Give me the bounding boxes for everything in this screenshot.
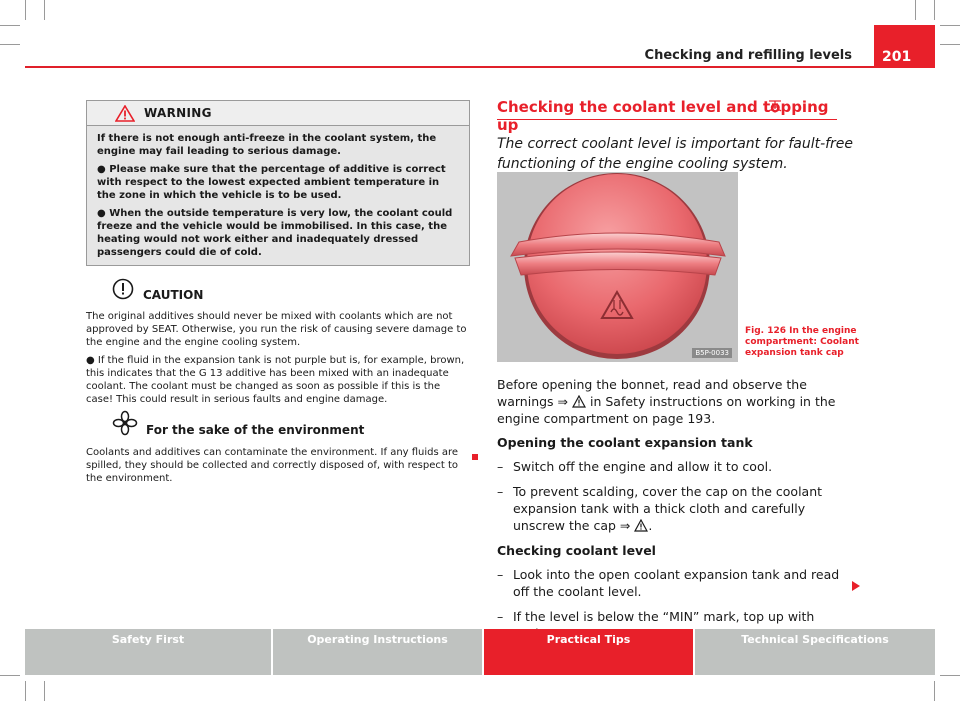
crop-mark [940, 675, 960, 676]
section-title [497, 96, 837, 134]
coolant-cap-figure [497, 172, 738, 362]
environment-header [86, 416, 470, 440]
caution-paragraph: The original additives should never be mixed with coolants which are not approved by SEAT. Otherwise, you run the risk of causing severe damage to the engine and the engine cooling system. [86, 311, 467, 348]
list-dash: – [497, 459, 504, 474]
footer-tab-label: Technical Specifications [741, 633, 889, 646]
footer-tab-label: Safety First [111, 633, 185, 646]
section-intro: The correct coolant level is important for fault-free functioning of the engine cooling system. [497, 136, 854, 172]
warning-triangle-icon [115, 105, 135, 122]
step-text: Switch off the engine and allow it to cool. [513, 459, 773, 474]
environment-flower-icon [112, 410, 138, 436]
environment-heading: For the sake of the environment [146, 423, 365, 437]
footer-tab-label: Operating Instructions [307, 633, 448, 646]
crop-mark [0, 44, 20, 45]
coolant-symbol-icon [767, 98, 783, 114]
list-item [497, 458, 842, 475]
end-of-section-mark [472, 454, 478, 460]
environment-text: Coolants and additives can contaminate the environment. If any fluids are spilled, they should be collected and correctly disposed of, with respect to the environment. [86, 447, 459, 484]
step-text: To prevent scalding, cover the cap on the coolant expansion tank with a thick cloth and carefully unscrew the cap ⇒ [513, 484, 823, 533]
warning-paragraph: If there is not enough anti-freeze in the coolant system, the engine may fail leading to serious damage. [97, 133, 437, 157]
warning-box [86, 100, 470, 266]
footer-tab-technical-specifications[interactable] [695, 629, 935, 675]
left-column [86, 100, 470, 490]
footer-tab-safety-first[interactable] [25, 629, 271, 675]
crop-mark [940, 44, 960, 45]
crop-mark [25, 681, 26, 701]
environment-body [86, 446, 470, 485]
warning-paragraph: ● Please make sure that the percentage of additive is correct with respect to the lowest expected ambient temperature in the zone in which the vehicle is to be used. [97, 164, 446, 201]
crop-mark [915, 0, 916, 20]
caution-body [86, 310, 470, 406]
list-dash: – [497, 567, 504, 582]
crop-mark [0, 675, 20, 676]
page-header-title: Checking and refilling levels [644, 48, 852, 63]
step-text: If the level is below the “MIN” mark, top up with [513, 609, 815, 624]
header-rule [25, 66, 935, 68]
figure-code: B5P-0033 [692, 348, 732, 358]
caution-paragraph: ● If the fluid in the expansion tank is not purple but is, for example, brown, this indicates that the G 13 additive has been mixed with an inadequate coolant. The coolant must be changed as soon as possible if this is the case! This could result in serious faults and engine damage. [86, 355, 465, 405]
caution-heading: CAUTION [143, 288, 204, 302]
warning-triangle-icon [634, 519, 648, 532]
crop-mark [44, 0, 45, 20]
figure-caption: Fig. 126 In the engine compartment: Coolant expansion tank cap [745, 326, 859, 358]
instructions-body [497, 376, 842, 650]
crop-mark [44, 681, 45, 701]
list-item [497, 566, 842, 600]
step-text-end: . [648, 518, 653, 533]
crop-mark [0, 25, 20, 26]
warning-body [87, 126, 469, 265]
footer-tab-practical-tips[interactable] [484, 629, 693, 675]
warning-triangle-icon [572, 395, 586, 408]
warning-paragraph: ● When the outside temperature is very low, the coolant could freeze and the vehicle would be immobilised. In this case, the heating would not work either and inadequately dressed passengers could die of cold. [97, 208, 453, 258]
intro-text-b: in Safety instructions on working in the engine compartment on page 193. [497, 394, 836, 426]
crop-mark [934, 681, 935, 701]
right-column [497, 96, 937, 174]
caution-exclamation-icon [112, 278, 134, 300]
warning-header [87, 101, 469, 126]
crop-mark [25, 0, 26, 20]
warning-heading: WARNING [144, 106, 212, 120]
list-item [497, 483, 842, 534]
caution-header [86, 280, 470, 304]
crop-mark [940, 25, 960, 26]
intro-text-a: Before opening the bonnet, read and observe the warnings ⇒ [497, 377, 807, 409]
footer-tab-label: Practical Tips [546, 633, 631, 646]
footer-tab-operating-instructions[interactable] [273, 629, 482, 675]
step-text: Look into the open coolant expansion tank and read off the coolant level. [513, 567, 840, 599]
continue-arrow-icon [852, 581, 860, 591]
intro-paragraph [497, 376, 842, 427]
list-dash: – [497, 609, 504, 624]
page-number: 201 [874, 25, 935, 68]
subheading-checking: Checking coolant level [497, 543, 656, 558]
section-title-text: Checking the coolant level and topping up [497, 98, 829, 134]
subheading-opening: Opening the coolant expansion tank [497, 435, 753, 450]
crop-mark [934, 0, 935, 20]
list-dash: – [497, 484, 504, 499]
coolant-cap-image [497, 172, 738, 362]
